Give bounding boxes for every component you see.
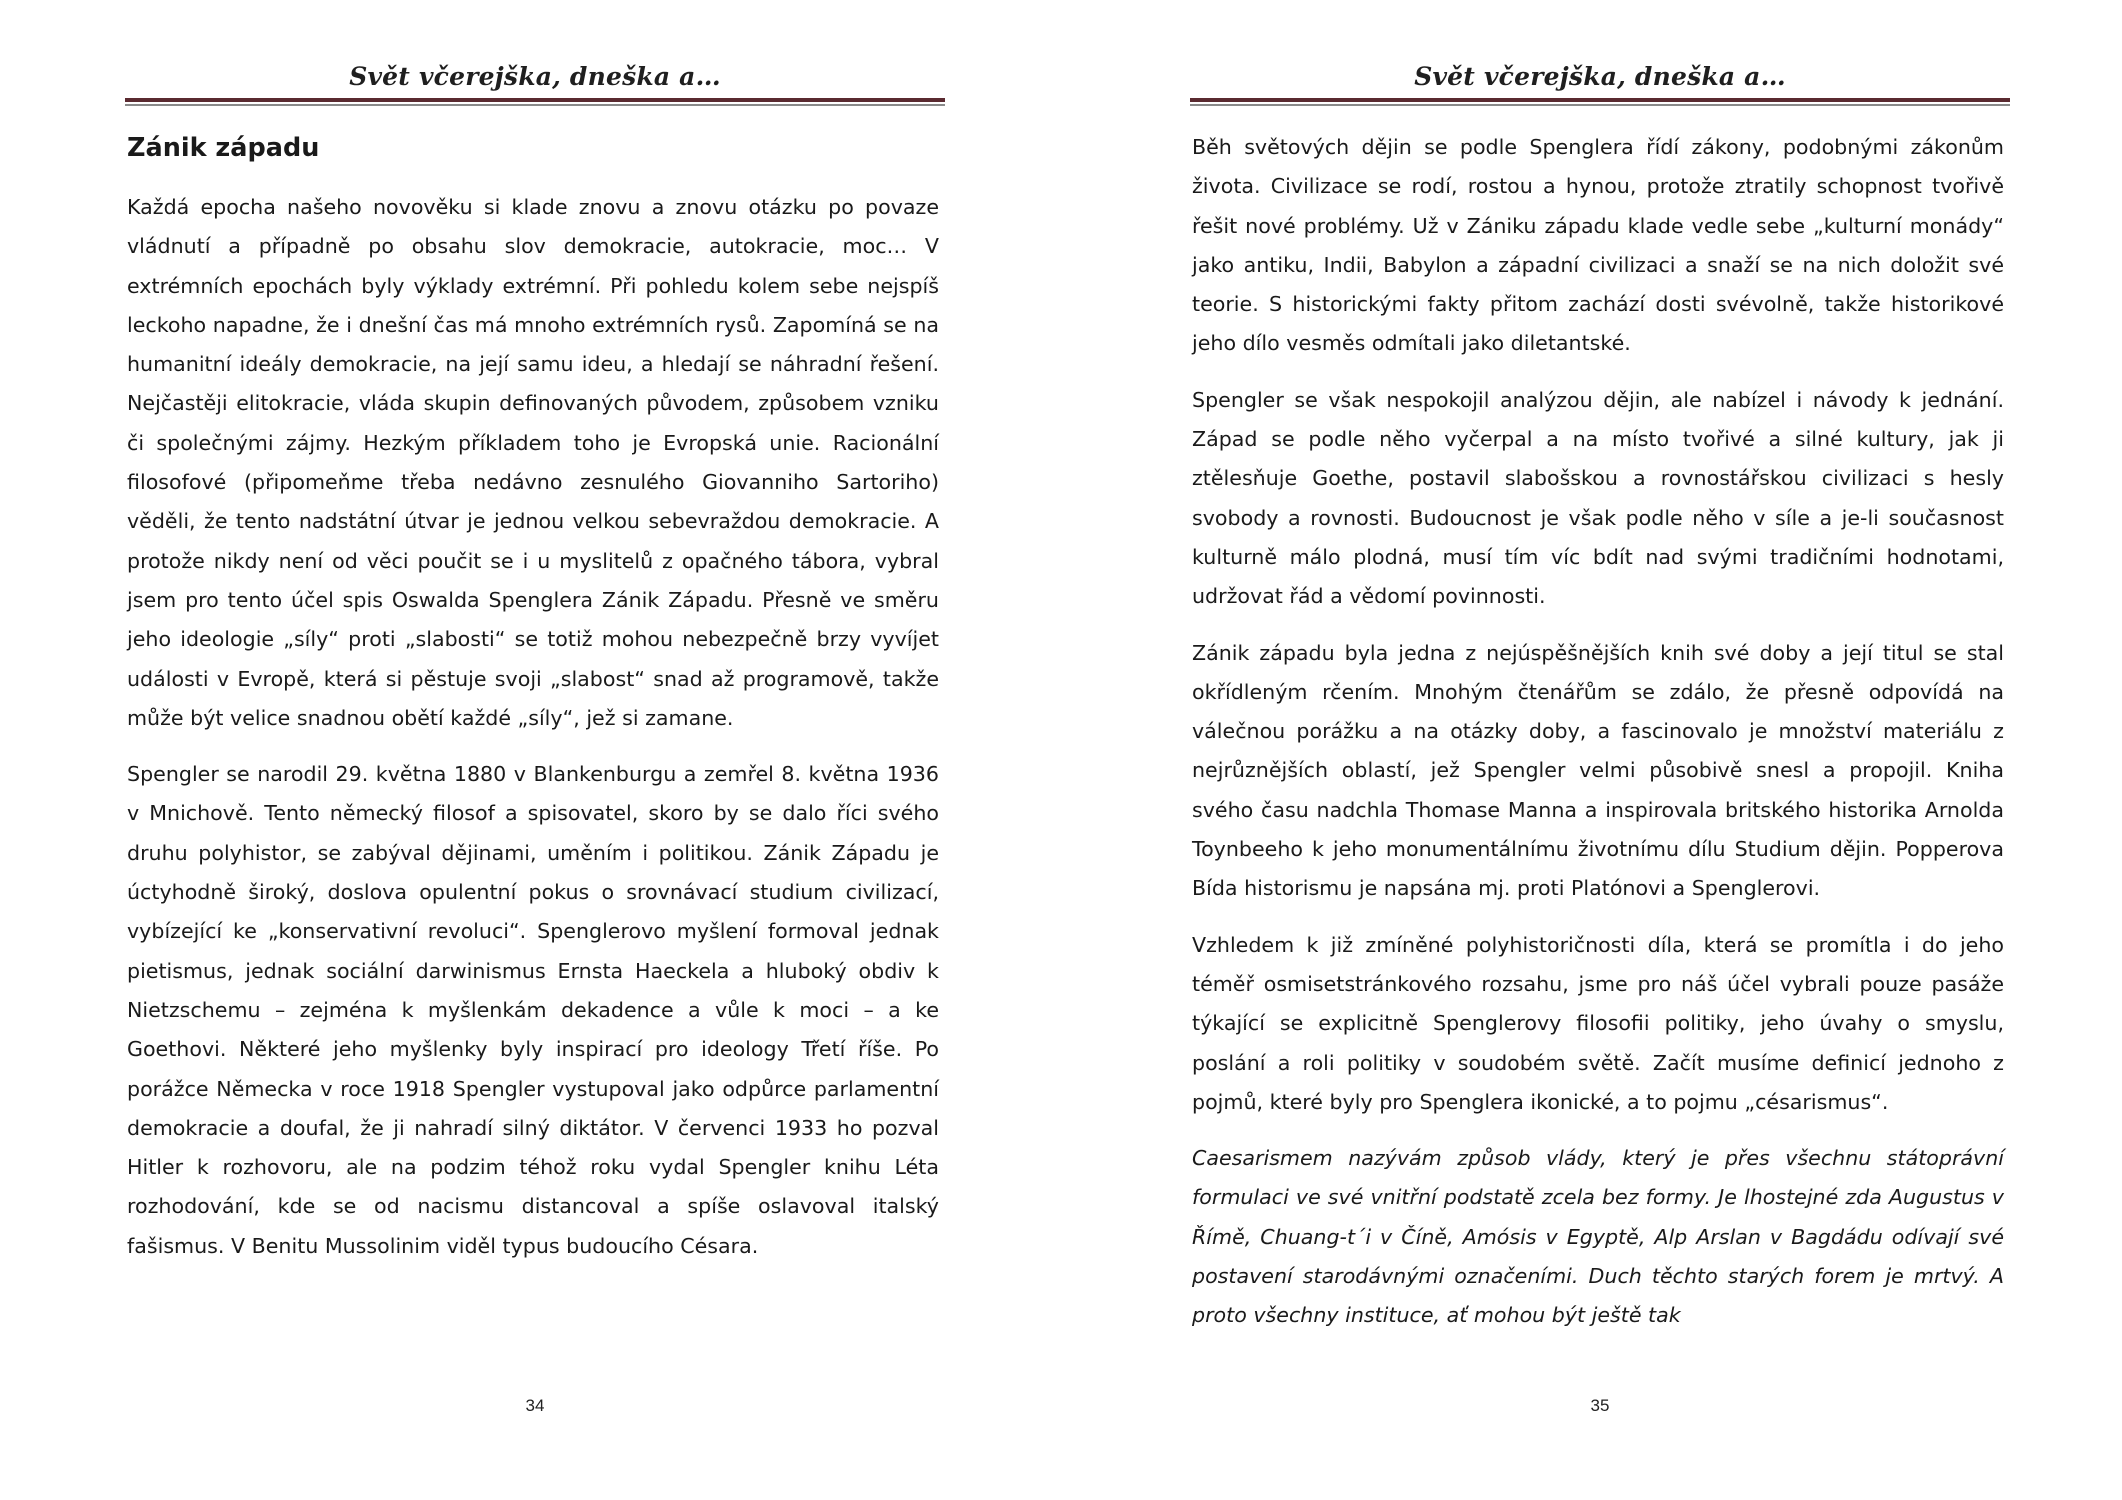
quote-paragraph: Caesarismem nazývám způsob vlády, který je přes všechnu státoprávní formulaci ve své vnitřní podstatě zcela bez formy. Je lhostejné zda Augustus v Římě, Chuang-t´i v Číně, Amósis v Egyptě, Alp Arslan v Bagdádu odívají své postavení starodávnými označeními. Duch těchto starých forem je mrtvý. A proto všechny instituce, ať mohou být ještě tak (1192, 1146, 2004, 1328)
page-number: 34 (525, 1396, 545, 1415)
paragraph: Zánik západu byla jedna z nejúspěšnějších knih své doby a její titul se stal okřídleným rčením. Mnohým čtenářům se zdálo, že přesně odpovídá na válečnou porážku a na otázky doby, a fascinovalo je množství materiálu z nejrůznějších oblastí, jež Spengler velmi působivě snesl a propojil. Kniha svého času nadchla Thomase Manna a inspirovala britského historika Arnolda Toynbeeho k jeho monumentálnímu životnímu dílu Studium dějin. Popperova Bída historismu je napsána mj. proti Platónovi a Spenglerovi. (1192, 640, 2004, 901)
paragraph: Spengler se však nespokojil analýzou dějin, ale nabízel i návody k jednání. Západ se podle něho vyčerpal a na místo tvořivé a silné kultury, jak ji ztělesňuje Goethe, postavil slabošskou a rovnostářskou civilizaci s hesly svobody a rovnosti. Budoucnost je však podle něho v síle a je-li současnost kulturně málo plodná, musí tím víc bdít nad svými tradičními hodnotami, udržovat řád a vědomí povinnosti. (1192, 387, 2004, 609)
header-rule (1190, 98, 2010, 102)
section-heading: Zánik západu (127, 133, 320, 163)
paragraph: Spengler se narodil 29. května 1880 v Blankenburgu a zemřel 8. května 1936 v Mnichově. Tento německý filosof a spisovatel, skoro by se dalo říci svého druhu polyhistor, se zabýval dějinami, uměním i politikou. Zánik Západu je úctyhodně široký, doslova opulentní pokus o srovnávací studium civilizací, vybízející ke „konservativní revoluci“. Spenglerovo myšlení formoval jednak pietismus, jednak sociální darwinismus Ernsta Haeckela a hluboký obdiv k Nietzschemu – zejména k myšlenkám dekadence a vůle k moci – a ke Goethovi. Některé jeho myšlenky byly inspirací pro ideology Třetí říše. Po porážce Německa v roce 1918 Spengler vystupoval jako odpůrce parlamentní demokracie a doufal, že ji nahradí silný diktátor. V červenci 1933 ho pozval Hitler k rozhovoru, ale na podzim téhož roku vydal Spengler knihu Léta rozhodování, kde se od nacismu distancoval a spíše oslavoval italský fašismus. V Benitu Mussolinim viděl typus budoucího Césara. (127, 762, 939, 1258)
paragraph: Vzhledem k již zmíněné polyhistoričnosti díla, která se promítla i do jeho téměř osmisetstránkového rozsahu, jsme pro náš účel vybrali pouze pasáže týkající se explicitně Spenglerovy filosofii politiky, jeho úvahy o smyslu, poslání a roli politiky v soudobém světě. Začít musíme definicí jednoho z pojmů, které byly pro Spenglera ikonické, a to pojmu „césarismus“. (1192, 932, 2004, 1114)
header-rule (125, 98, 945, 102)
page-number: 35 (1590, 1396, 1610, 1415)
paragraph: Každá epocha našeho novověku si klade znovu a znovu otázku po povaze vládnutí a případně po obsahu slov demokracie, autokracie, moc… V extrémních epochách byly výklady extrémní. Při pohledu kolem sebe nejspíš leckoho napadne, že i dnešní čas má mnoho extrémních rysů. Zapomíná se na humanitní ideály demokracie, na její samu ideu, a hledají se náhradní řešení. Nejčastěji elitokracie, vláda skupin definovaných původem, způsobem vzniku či společnými zájmy. Hezkým příkladem toho je Evropská unie. Racionální filosofové (připomeňme třeba nedávno zesnulého Giovanniho Sartoriho) věděli, že tento nadstátní útvar je jednou velkou sebevraždou demokracie. A protože nikdy není od věci poučit se i u myslitelů z opačného tábora, vybral jsem pro tento účel spis Oswalda Spenglera Zánik Západu. Přesně ve směru jeho ideologie „síly“ proti „slabosti“ se totiž mohou nebezpečně brzy vyvíjet události v Evropě, která si pěstuje svoji „slabost“ snad až programově, takže může být velice snadnou obětí každé „síly“, jež si zamane. (127, 195, 939, 730)
page-content (1192, 128, 2004, 1353)
paragraph: Běh světových dějin se podle Spenglera řídí zákony, podobnými zákonům života. Civilizace se rodí, rostou a hynou, protože ztratily schopnost tvořivě řešit nové problémy. Už v Zániku západu klade vedle sebe „kulturní monády“ jako antiku, Indii, Babylon a západní civilizaci a snaží se na nich doložit své teorie. S historickými fakty přitom zachází dosti svévolně, takže historikové jeho dílo vesměs odmítali jako diletantské. (1192, 135, 2004, 356)
right-page (1190, 0, 2010, 1500)
left-page (125, 0, 945, 1500)
running-header: Svět včerejška, dneška a… (1414, 62, 1786, 91)
page-content (127, 128, 939, 1283)
running-header: Svět včerejška, dneška a… (349, 62, 721, 91)
